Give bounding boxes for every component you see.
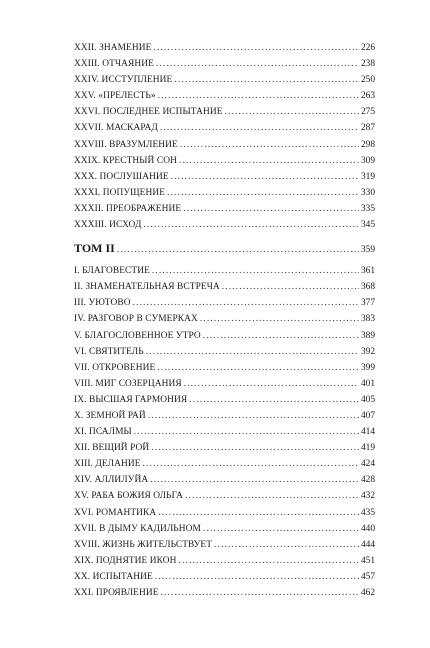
chapter-title: XXVII. МАСКАРАД [74, 123, 158, 134]
page-number: 389 [360, 330, 375, 341]
dot-leader [200, 311, 359, 327]
page-number: 399 [360, 362, 375, 373]
chapter-title: XX. ИСПЫТАНИЕ [74, 571, 153, 582]
toc-entry[interactable] [74, 440, 375, 456]
toc-entry[interactable] [74, 169, 375, 185]
chapter-title: IX. ВЫСШАЯ ГАРМОНИЯ [74, 394, 188, 405]
toc-volume-heading[interactable] [74, 239, 375, 257]
dot-leader [222, 279, 359, 295]
page-number: 435 [360, 507, 375, 518]
dot-leader [179, 553, 359, 569]
toc-entry[interactable] [74, 311, 375, 327]
dot-leader [184, 376, 359, 392]
dot-leader [167, 185, 359, 201]
chapter-title: XXII. ЗНАМЕНИЕ [74, 43, 152, 53]
dot-leader [185, 488, 359, 504]
dot-leader [171, 169, 359, 185]
page-number: 444 [360, 539, 375, 550]
page-number: 298 [360, 139, 375, 150]
dot-leader [225, 104, 359, 120]
dot-leader [155, 569, 359, 585]
toc-entry[interactable] [74, 201, 375, 217]
toc-entry[interactable] [74, 521, 375, 537]
page-number: 428 [360, 475, 375, 486]
toc-entry[interactable] [74, 104, 375, 120]
page-number: 275 [360, 107, 375, 118]
chapter-title: XXVI. ПОСЛЕДНЕЕ ИСПЫТАНИЕ [74, 107, 223, 118]
chapter-title: XXIX. КРЕСТНЫЙ СОН [74, 155, 177, 166]
dot-leader [203, 521, 359, 537]
toc-entry[interactable] [74, 488, 375, 504]
toc-entry[interactable] [74, 153, 375, 169]
page-number: 319 [360, 171, 375, 182]
page-number: 424 [360, 459, 375, 470]
dot-leader [151, 440, 359, 456]
chapter-title: II. ЗНАМЕНАТЕЛЬНАЯ ВСТРЕЧА [74, 282, 220, 293]
chapter-title: XIX. ПОДНЯТИЕ ИКОН [74, 555, 177, 566]
page-number: 335 [360, 203, 375, 214]
dot-leader [152, 263, 359, 279]
page-number: 440 [360, 523, 375, 534]
toc-entry[interactable] [74, 376, 375, 392]
chapter-title: XVI. РОМАНТИКА [74, 507, 157, 518]
dot-leader [153, 40, 358, 56]
chapter-title: XXXIII. ИСХОД [74, 220, 142, 231]
toc-entry[interactable] [74, 263, 375, 279]
page-number: 368 [360, 282, 375, 293]
toc-entry[interactable] [74, 553, 375, 569]
page-number: 419 [360, 443, 375, 454]
dot-leader [179, 153, 359, 169]
page-number: 238 [360, 59, 375, 70]
dot-leader [161, 585, 359, 601]
page-number: 457 [360, 571, 375, 582]
toc-entry[interactable] [74, 279, 375, 295]
chapter-title: XXV. «ПРЕЛЕСТЬ» [74, 91, 156, 102]
chapter-title: VI. СВЯТИТЕЛЬ [74, 346, 144, 357]
dot-leader [133, 295, 359, 311]
dot-leader [146, 344, 359, 360]
toc-entry[interactable] [74, 328, 375, 344]
toc-entry[interactable] [74, 456, 375, 472]
page-number: 383 [360, 314, 375, 325]
toc-entry[interactable] [74, 585, 375, 601]
table-of-contents [74, 40, 375, 601]
dot-leader [143, 217, 359, 233]
chapter-title: XXIII. ОТЧАЯНИЕ [74, 59, 154, 70]
toc-part-1 [74, 40, 375, 233]
volume-title: ТОМ II [74, 241, 115, 256]
page-number: 287 [360, 123, 375, 134]
toc-entry[interactable] [74, 424, 375, 440]
toc-entry[interactable] [74, 137, 375, 153]
dot-leader [160, 120, 359, 136]
chapter-title: XXX. ПОСЛУШАНИЕ [74, 171, 169, 182]
page-number: 405 [360, 394, 375, 405]
dot-leader [134, 424, 359, 440]
chapter-title: XXXII. ПРЕОБРАЖЕНИЕ [74, 203, 182, 214]
chapter-title: XXIV. ИССТУПЛЕНИЕ [74, 75, 173, 86]
dot-leader [117, 241, 359, 259]
chapter-title: VIII. МИГ СОЗЕРЦАНИЯ [74, 378, 182, 389]
dot-leader [158, 505, 359, 521]
chapter-title: IV. РАЗГОВОР В СУМЕРКАХ [74, 314, 198, 325]
dot-leader [214, 537, 359, 553]
chapter-title: I. БЛАГОВЕСТИЕ [74, 266, 150, 277]
toc-entry[interactable] [74, 360, 375, 376]
page-number: 377 [360, 298, 375, 309]
chapter-title: XXVIII. ВРАЗУМЛЕНИЕ [74, 139, 178, 150]
dot-leader [150, 472, 359, 488]
chapter-title: XII. ВЕЩИЙ РОЙ [74, 443, 150, 454]
toc-entry[interactable] [74, 185, 375, 201]
toc-entry[interactable] [74, 408, 375, 424]
toc-entry[interactable] [74, 537, 375, 553]
page-number: 309 [360, 155, 375, 166]
dot-leader [156, 56, 359, 72]
toc-entry[interactable] [74, 505, 375, 521]
page-number: 330 [360, 187, 375, 198]
page-number: 401 [360, 378, 375, 389]
page-number: 414 [360, 427, 375, 438]
toc-entry[interactable] [74, 120, 375, 136]
page-number: 361 [360, 266, 375, 277]
toc-entry[interactable] [74, 40, 375, 56]
toc-entry[interactable] [74, 392, 375, 408]
toc-entry[interactable] [74, 56, 375, 72]
page-number: 250 [360, 75, 375, 86]
chapter-title: XVII. В ДЫМУ КАДИЛЬНОМ [74, 523, 201, 534]
toc-entry[interactable] [74, 472, 375, 488]
page-number: 462 [360, 588, 375, 598]
dot-leader [189, 392, 359, 408]
toc-entry[interactable] [74, 217, 375, 233]
dot-leader [148, 408, 359, 424]
dot-leader [180, 137, 359, 153]
chapter-title: III. УЮТОВО [74, 298, 131, 309]
page-number: 345 [360, 220, 375, 231]
toc-part-2 [74, 263, 375, 601]
dot-leader [158, 88, 359, 104]
chapter-title: V. БЛАГОСЛОВЕННОЕ УТРО [74, 330, 201, 341]
dot-leader [203, 328, 359, 344]
page-number: 432 [360, 491, 375, 502]
toc-entry[interactable] [74, 569, 375, 585]
toc-entry[interactable] [74, 88, 375, 104]
chapter-title: XXI. ПРОЯВЛЕНИЕ [74, 588, 159, 598]
chapter-title: XXXI. ПОПУЩЕНИЕ [74, 187, 166, 198]
dot-leader [143, 456, 359, 472]
toc-entry[interactable] [74, 344, 375, 360]
toc-entry[interactable] [74, 295, 375, 311]
chapter-title: XIII. ДЕЛАНИЕ [74, 459, 141, 470]
volume-page-number: 359 [360, 245, 375, 256]
chapter-title: X. ЗЕМНОЙ РАЙ [74, 410, 146, 421]
chapter-title: XI. ПСАЛМЫ [74, 427, 132, 438]
dot-leader [183, 201, 359, 217]
page-number: 392 [360, 346, 375, 357]
chapter-title: VII. ОТКРОВЕНИЕ [74, 362, 156, 373]
dot-leader [174, 72, 359, 88]
chapter-title: XVIII. ЖИЗНЬ ЖИТЕЛЬСТВУЕТ [74, 539, 213, 550]
chapter-title: XIV. АЛЛИЛУЙА [74, 475, 149, 486]
chapter-title: XV. РАБА БОЖИЯ ОЛЬГА [74, 491, 184, 502]
page-number: 263 [360, 91, 375, 102]
dot-leader [157, 360, 359, 376]
toc-entry[interactable] [74, 72, 375, 88]
page-number: 407 [360, 410, 375, 421]
page-number: 451 [360, 555, 375, 566]
page-number: 226 [360, 43, 375, 53]
